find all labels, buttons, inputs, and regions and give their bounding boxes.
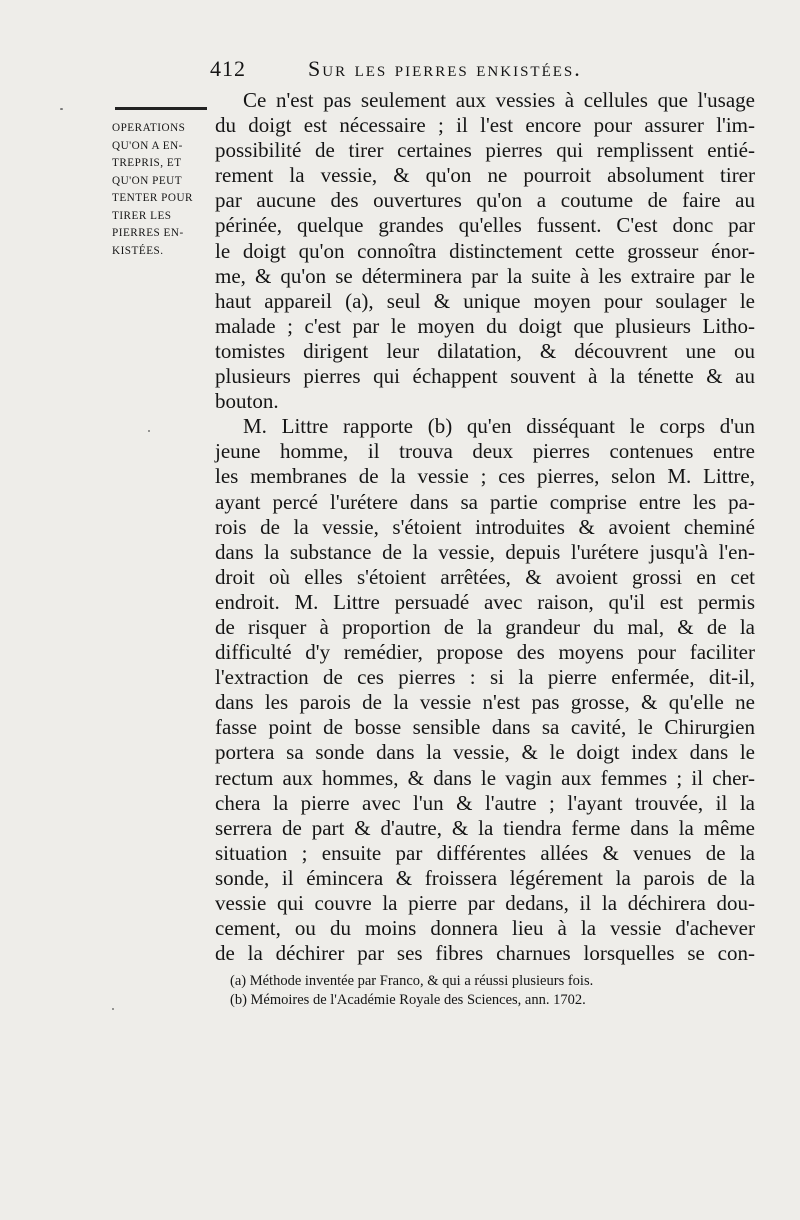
body-line: le doigt qu'on connoîtra distinctement cette grosseur énor- <box>215 238 755 263</box>
body-line: Ce n'est pas seulement aux vessies à cellules que l'usage <box>243 88 755 112</box>
footnote-a: (a) Méthode inventée par Franco, & qui a réussi plusieurs fois. <box>230 973 594 989</box>
paper-speck <box>112 1008 114 1010</box>
body-line: du doigt est nécessaire ; il l'est encore pour assurer l'im- <box>215 113 755 138</box>
margin-rule <box>115 107 207 110</box>
body-line: bouton. <box>215 389 279 414</box>
body-line: malade ; c'est par le moyen du doigt que plusieurs Litho- <box>215 313 755 338</box>
body-line: plusieurs pierres qui échappent souvent à la ténette & au <box>215 364 755 389</box>
body-line: vessie qui couvre la pierre par dedans, il la déchirera dou- <box>215 891 755 915</box>
page-number: 412 <box>210 56 246 81</box>
margin-note-line: TIRER LES <box>112 209 172 222</box>
body-line: difficulté d'y remédier, propose des moyens pour faciliter <box>215 640 755 665</box>
body-line: de la déchirer par ses fibres charnues lorsquelles se con- <box>215 941 755 966</box>
running-title: Sur les pierres enkistées. <box>308 56 582 81</box>
body-line: M. Littre rapporte (b) qu'en disséquant le corps d'un <box>243 414 755 439</box>
paper-speck <box>148 430 150 432</box>
body-line: périnée, quelque grandes qu'elles fussent. C'est donc par <box>215 213 755 238</box>
body-line: sonde, il émincera & froissera légérement la parois de la <box>215 865 755 890</box>
body-line: jeune homme, il trouva deux pierres contenues entre <box>215 439 755 464</box>
body-line: cement, ou du moins donnera lieu à la vessie d'achever <box>215 916 755 941</box>
body-line: possibilité de tirer certaines pierres qui remplissent entié- <box>215 138 755 163</box>
body-line: de risquer à proportion de la grandeur du mal, & de la <box>215 614 755 639</box>
paper-speck <box>60 108 63 110</box>
body-line: l'extraction de ces pierres : si la pierre enfermée, dit-il, <box>215 665 755 690</box>
body-line: dans la substance de la vessie, depuis l'urétere jusqu'à l'en- <box>215 539 755 564</box>
body-line: les membranes de la vessie ; ces pierres, selon M. Littre, <box>215 464 755 489</box>
footnotes <box>230 972 760 1009</box>
body-line: endroit. M. Littre persuadé avec raison, qu'il est permis <box>215 589 755 614</box>
body-line: fasse point de bosse sensible dans sa cavité, le Chirurgien <box>215 715 755 740</box>
body-line: rement la vessie, & qu'on ne pourroit absolument tirer <box>215 163 755 188</box>
body-line: tomistes dirigent leur dilatation, & découvrent une ou <box>215 338 755 363</box>
body-line: chera la pierre avec l'un & l'autre ; l'ayant trouvée, il la <box>215 790 755 815</box>
body-line: portera sa sonde dans la vessie, & le doigt index dans le <box>215 740 755 765</box>
body-line: par aucune des ouvertures qu'on a coutume de faire au <box>215 188 755 213</box>
margin-note-line: TENTER POUR <box>112 192 194 204</box>
body-line: situation ; ensuite par différentes allées & venues de la <box>215 840 755 865</box>
margin-note-line: QU'ON A EN- <box>112 139 183 152</box>
margin-note-line: QU'ON PEUT <box>112 174 183 187</box>
body-line: rois de la vessie, s'étoient introduites & avoient cheminé <box>215 514 755 539</box>
body-line: rectum aux hommes, & dans le vagin aux femmes ; il cher- <box>215 765 755 790</box>
body-text <box>215 88 755 966</box>
body-line: haut appareil (a), seul & unique moyen pour soulager le <box>215 288 755 313</box>
margin-note-line: PIERRES EN- <box>112 227 184 239</box>
margin-note-line: TREPRIS, ET <box>112 157 182 169</box>
footnote-b: (b) Mémoires de l'Académie Royale des Sciences, ann. 1702. <box>230 991 586 1008</box>
margin-note-line: KISTÉES. <box>112 244 164 257</box>
body-line: me, & qu'on se déterminera par la suite à les extraire par le <box>215 263 755 288</box>
body-line: dans les parois de la vessie n'est pas grosse, & qu'elle ne <box>215 690 755 715</box>
margin-note <box>112 120 208 260</box>
body-line: droit où elles s'étoient arrêtées, & avoient grossi en cet <box>215 564 755 589</box>
body-line: serrera de part & d'autre, & la tiendra ferme dans la même <box>215 815 755 840</box>
body-line: ayant percé l'urétere dans sa partie comprise entre les pa- <box>215 489 755 514</box>
margin-note-line: OPERATIONS <box>112 122 186 134</box>
